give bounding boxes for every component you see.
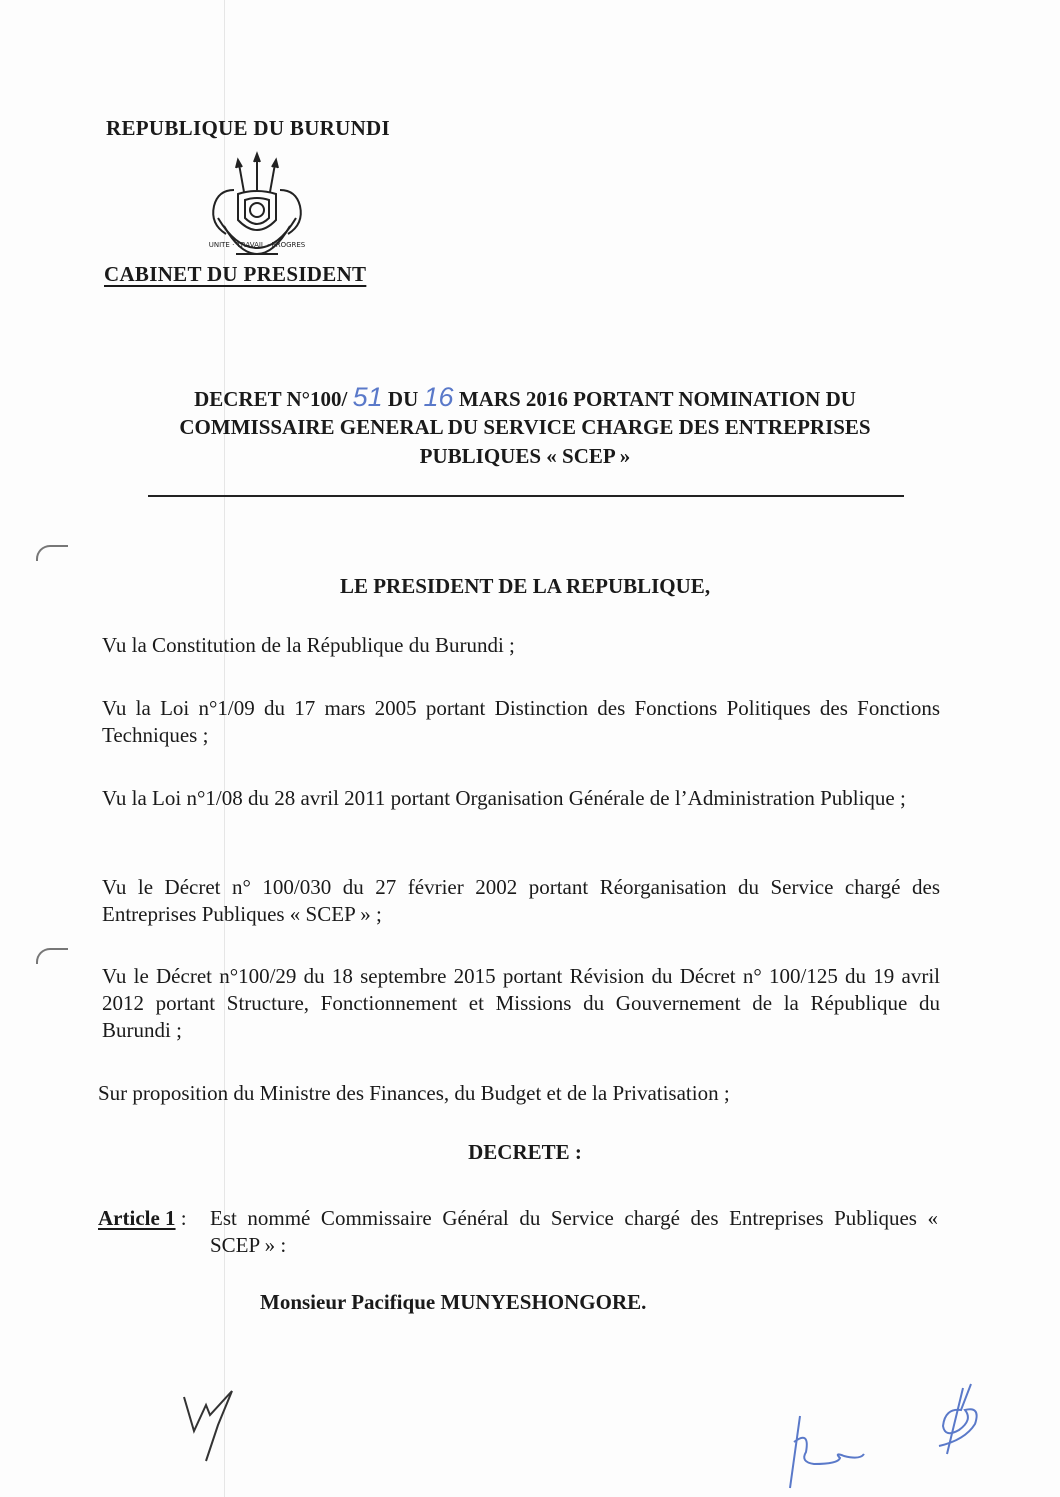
article1-separator: : [180,1206,187,1230]
visa-loi-2005: Vu la Loi n°1/09 du 17 mars 2005 portant Distinction des Fonctions Politiques des Fonctions Techniques ; [102,696,940,747]
cabinet-heading: CABINET DU PRESIDENT [104,262,367,286]
decree-prefix: DECRET N°100/ [194,387,348,411]
decree-title-line2: COMMISSAIRE GENERAL DU SERVICE CHARGE DES ENTREPRISES [179,415,871,439]
punch-hole-mark [36,948,68,964]
article1-label: Article 1 [98,1206,176,1230]
decree-title-line3: PUBLIQUES « SCEP » [419,444,631,468]
decree-title-rest: MARS 2016 PORTANT NOMINATION DU [458,387,856,411]
initial-mark-b [780,1412,870,1497]
handwritten-decree-number: 51 [352,382,383,412]
seal-motto: UNITE · TRAVAIL · PROGRES [208,241,306,249]
decree-title-line1 [110,383,940,414]
punch-hole-mark [36,545,68,561]
visa-decret-2002: Vu le Décret n° 100/030 du 27 février 2002 portant Réorganisation du Service chargé des Entreprises Publiques « SCEP » ; [102,875,940,926]
handwritten-day: 16 [423,382,454,412]
decrete-heading: DECRETE : [468,1140,582,1164]
coat-of-arms-seal [196,150,318,260]
nominee-name: Monsieur Pacifique MUNYESHONGORE. [260,1290,647,1314]
coat-of-arms-icon [196,150,318,260]
visa-decret-2015: Vu le Décret n°100/29 du 18 septembre 2015 portant Révision du Décret n° 100/125 du 19 avril 2012 portant Structure, Fonctionnement et Missions du Gouvernement de la République du Burundi ; [102,964,940,1042]
article1-label-group [98,1205,187,1232]
title-divider [148,495,904,497]
authority-heading: LE PRESIDENT DE LA REPUBLIQUE, [339,574,711,598]
visa-loi-2011: Vu la Loi n°1/08 du 28 avril 2011 portant Organisation Générale de l’Administration Publique ; [102,786,906,810]
proposition-line: Sur proposition du Ministre des Finances, du Budget et de la Privatisation ; [98,1081,730,1105]
initial-mark-left [176,1385,246,1470]
initial-mark-signature [925,1380,995,1465]
article1-text: Est nommé Commissaire Général du Service chargé des Entreprises Publiques « SCEP » : [210,1206,938,1257]
decree-du: DU [387,387,419,411]
visa-constitution: Vu la Constitution de la République du Burundi ; [102,633,515,657]
country-heading: REPUBLIQUE DU BURUNDI [106,116,390,140]
